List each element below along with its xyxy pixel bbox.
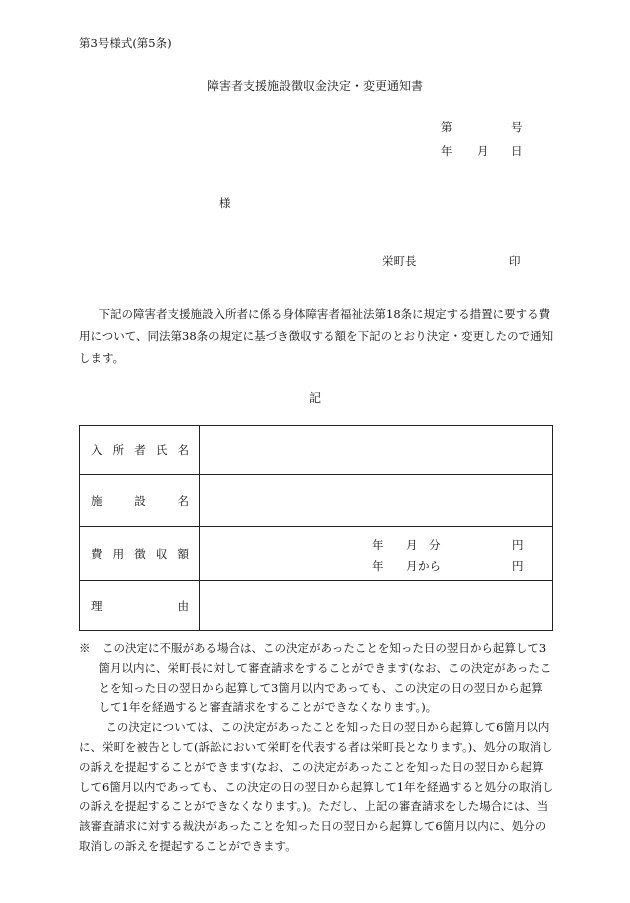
info-table	[79, 425, 553, 631]
addressee-suffix: 様	[219, 196, 231, 210]
label-char: 用	[112, 546, 125, 561]
label-char: 所	[112, 443, 125, 457]
label-char: 名	[177, 493, 189, 508]
label-char: 設	[134, 493, 146, 508]
table-row-fee-amount	[80, 527, 553, 581]
fee-suffix: 分	[429, 538, 441, 552]
note-1	[79, 639, 554, 718]
value-facility-name[interactable]	[200, 475, 553, 527]
body-text	[79, 303, 554, 369]
label-resident-name	[80, 426, 200, 475]
body-paragraph: 下記の障害者支援施設入所者に係る身体障害者福祉法第18条に規定する措置に要する費用について、同法第38条の規定に基づき徴収する額を下記のとおり決定・変更したので通知します。	[79, 307, 554, 365]
label-char: 名	[177, 443, 189, 457]
label-char: 氏	[155, 443, 168, 457]
note-mark: ※	[79, 641, 91, 655]
note-1-text: この決定に不服がある場合は、この決定があったことを知った日の翌日から起算して3箇月以内に、栄町長に対して審査請求をすることができます(なお、この決定があったことを知った日の翌日から起算して3箇月以内であっても、この決定の日の翌日から起算して1年を経過すると審査請求をすることができなくなります。)。	[98, 641, 552, 715]
fee-yen: 円	[512, 538, 524, 552]
document-title: 障害者支援施設徴収金決定・変更通知書	[206, 79, 423, 93]
table-row-facility-name	[80, 475, 553, 527]
date-month: 月	[477, 144, 489, 158]
fee-year: 年	[372, 559, 384, 573]
label-char: 額	[177, 546, 189, 561]
fee-yen: 円	[512, 559, 524, 573]
issuer-name: 栄町長	[382, 254, 417, 268]
value-reason[interactable]	[200, 581, 553, 631]
label-char: 徴	[134, 546, 146, 561]
label-char: 者	[134, 443, 146, 457]
label-char: 費	[91, 546, 103, 561]
fee-month: 月	[406, 538, 418, 552]
label-char: 理	[91, 598, 103, 613]
label-char: 由	[177, 598, 189, 613]
date-day: 日	[511, 144, 523, 158]
value-fee-amount[interactable]	[200, 527, 553, 581]
form-number: 第3号様式(第5条)	[79, 36, 172, 50]
fee-suffix: から	[418, 559, 441, 573]
label-char: 入	[91, 443, 103, 457]
label-facility-name	[80, 475, 200, 527]
fee-year: 年	[372, 538, 384, 552]
label-char: 施	[91, 493, 103, 508]
table-row-resident-name	[80, 426, 553, 475]
seal-mark: 印	[509, 254, 521, 268]
note-2: この決定については、この決定があったことを知った日の翌日から起算して6箇月以内に、栄町を被告として(訴訟において栄町を代表する者は栄町長となります。)、処分の取消しの訴えを提起することができます(なお、この決定があったことを知った日の翌日から起算して6箇月以内であっても、この決定の日の翌日から起算して1年を経過すると処分の取消しの訴えを提起することができなくなります。)。ただし、上記の審査請求をした場合には、当該審査請求に対する裁決があったことを知った日の翌日から起算して6箇月以内に、処分の取消しの訴えを提起することができます。	[79, 720, 554, 853]
doc-number-dai: 第	[441, 120, 453, 134]
date-year: 年	[441, 144, 453, 158]
doc-number-go: 号	[511, 120, 523, 134]
table-row-reason	[80, 581, 553, 631]
value-resident-name[interactable]	[200, 426, 553, 475]
label-char: 収	[155, 546, 168, 561]
label-fee-amount	[80, 527, 200, 581]
label-reason	[80, 581, 200, 631]
ki-heading: 記	[308, 391, 321, 405]
notes-section	[79, 639, 554, 857]
fee-month: 月	[406, 559, 418, 573]
